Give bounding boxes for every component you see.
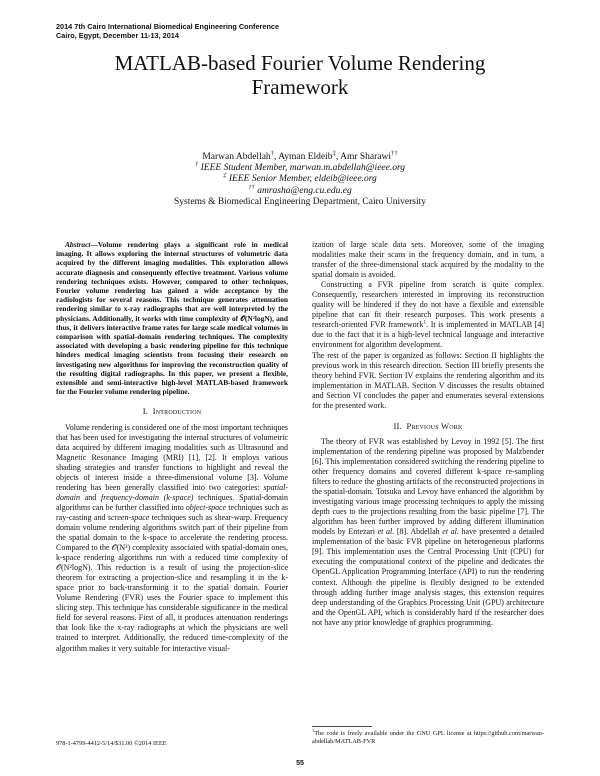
section-1-paragraph-1 [56,423,288,654]
section-1-paragraph-3: The rest of the paper is organized as follows: Section II highlights the previous work in this research direction. Section III briefly presents the theory behind FVR. Section IV explains the rendering algorithm and its implementation in MATLAB. Section V discusses the results obtained and Section VI concludes the paper and enumerates several extensions for the presented work. [312,350,544,410]
section-2-paragraph-1 [312,437,544,628]
author-3-name: Amr Sharawi [340,152,391,162]
affiliation-3-mark: †† [248,183,255,191]
text-run: . It is implemented in MATLAB [4] due to the fact that it is a high-level technical language and interactive environment for algorithm development. [312,320,544,350]
section-1-paragraph-1-continued: ization of large scale data sets. Moreover, some of the imaging modalities make their scans in the frequency domain, and in turn, a transfer of the three-dimensional stack acquired by the modality to the spatial domain is avoided. [312,240,544,280]
emphasis: et al. [377,527,395,537]
affiliation-1 [40,163,560,174]
affiliation-3-text: amrasha@eng.cu.edu.eg [257,185,352,196]
affiliation-2 [40,174,560,185]
paper-title-line2: Framework [251,75,349,99]
left-column [56,240,288,654]
emphasis: spatial-domain [56,482,288,502]
author-1-name: Marwan Abdellah [202,152,271,162]
section-2-heading [312,421,544,431]
paper-title-line1: MATLAB-based Fourier Volume Rendering [114,51,486,75]
emphasis: screen-space [107,512,150,522]
section-1-paragraph-2 [312,280,544,350]
abstract [56,240,288,396]
copyright-notice: 978-1-4799-4412-5/14/$31.00 ©2014 IEEE [56,740,167,747]
text-run: [8]. Abdellah [394,527,443,537]
emphasis: object-space [185,502,227,512]
section-1-numeral: I. [142,406,149,417]
text-run: Volume rendering is considered one of the most important techniques that has been used for investigating the internal structures of volumetric data acquired by different imaging modalities such as Ultrasound and Magnetic Resonance Imaging (MRI) [1], [2]. It employs various shading strategies and transfer functions to highlight and reveal the objects of interest inside a three-dimensional volume [3]. Volume rendering has been generally classified into two categories: [56,422,288,492]
paper-title [40,51,560,99]
footnote [312,727,544,745]
author-separator: , [335,152,341,162]
footnote-divider [312,726,372,727]
text-run: have presented a detailed implementation of the basic FVR pipeline on heterogeneous platforms [9]. This implementation uses the Central Processing Unit (CPU) for executing the computational context of the pipeline and dedicates the OpenGL Application Programming Interface (API) to run the rendering context. Although the pipeline is flexibly designed to be extended through adding further image analysis stages, this extension requires deep understanding of the Graphics Processing Unit (GPU) architecture and the OpenGL API, which is considerably hard if the researcher does not have any prior knowledge of graphics programming. [312,527,545,627]
author-3-mark: †† [391,149,398,157]
author-block [40,149,560,208]
right-column [312,240,544,628]
footnote-text: The code is freely available under the GNU GPL license at https://github.com/marwan-abdellah/MATLAB-FVR [312,730,544,745]
author-names [40,149,560,163]
section-1-heading [56,406,288,416]
affiliation-2-text: IEEE Senior Member, eldeib@ieee.org [228,174,377,185]
department: Systems & Biomedical Engineering Department, Cairo University [174,196,426,207]
emphasis: frequency-domain (k-space) [101,492,194,502]
author-1-mark: † [270,149,274,157]
affiliation-3 [40,183,560,197]
emphasis: et al. [442,527,459,537]
text-run: The theory of FVR was established by Levoy in 1992 [5]. The first implementation of the rendering pipeline was proposed by Malzbender [6]. This implementation considered switching the rendering pipeline to other frequency domains and covered different k-space re-sampling filters to reduce the ghosting artifacts of the reconstructed projections in the spatial-domain. Totsuka and Levoy have enhanced the algorithm by investigating various image processing techniques to apply the missing depth cues to the projections resulting from the basic pipeline [7]. The algorithm has been further improved by adding different illumination models by Entezari [312,436,544,537]
author-separator: , [274,152,279,162]
affiliation-1-text: IEEE Student Member, marwan.m.abdellah@ieee.org [200,163,406,174]
text-run: Constructing a FVR pipeline from scratch is quite complex. Consequently, researchers interested in improving its reconstruction quality will be hindered if they do not have a flexible and extensible pipeline that can fit their research purposes. This work presents a research-oriented FVR framework [312,280,544,330]
section-2-numeral: II. [393,420,402,431]
text-run: techniques such as ray-casting and [56,502,288,522]
page-number: 55 [296,760,304,767]
conference-name: 2014 7th Cairo International Biomedical Engineering Conference [56,22,280,31]
abstract-text: —Volume rendering plays a significant role in medical imaging. It allows exploring the internal structures of volumetric data acquired by the different imaging modalities. This exploration allows accurate diagnosis and consequently effective treatment. Various volume rendering techniques exists. However, compared to other techniques, Fourier volume rendering has gained a wide acceptance by the radiologists for several reasons. This technique generates attenuation rendering similar to x-ray radiographs that are well interpreted by the physicians. Additionally, it works with time complexity of 𝒪(N²logN), and thus, it delivers interactive frame rates for large scale medical volumes in comparison with spatial-domain rendering techniques. The complexity associated with developing a basic rendering pipeline for this technique hinders medical imaging scientists from focusing their research on investigating new algorithms for improving the reconstruction quality of the resulting digital radiographs. In this paper, we present a flexible, extensible and semi-interactive high-level MATLAB-based framework for the Fourier volume rendering pipeline. [56,240,288,397]
text-run: techniques such as shear-warp. Frequency domain volume rendering algorithms switch part of their pipeline from the spatial domain to the k-space to accelerate the rendering process. Compared to the 𝒪(N³) complexity associated with spatial-domain ones, k-space rendering algorithms run with a reduced time complexity of 𝒪(N²logN). This reduction is a result of using the projection-slice theorem for extracting a projection-slice and resampling it in the k-space prior to back-transforming it to the spatial domain. Fourier Volume Rendering (FVR) uses the Fourier space to implement this slicing step. This technique has considerable significance in the medical field for several reasons. First of all, it produces attenuation renderings that look like the x-ray radiographs at which the physicians are well trained to interpret. Additionally, the reduced time-complexity of the algorithm makes it very suitable for interactive visual- [56,512,289,653]
author-2-name: Ayman Eldeib [278,152,333,162]
conference-location: Cairo, Egypt, December 11-13, 2014 [56,31,179,40]
section-2-title: Previous Work [406,420,463,431]
footnote-mark: 1 [312,727,315,733]
text-run: and [80,492,102,502]
abstract-label: Abstract [65,240,91,249]
affiliation-1-mark: † [194,161,199,169]
section-1-title: Introduction [152,406,202,417]
text-run: techniques. Spatial-domain algorithms can be further classified into [56,492,288,512]
footnote-reference: 1 [423,319,427,326]
author-2-mark: ‡ [332,149,336,157]
affiliation-2-mark: ‡ [223,172,227,180]
conference-header [56,22,279,40]
